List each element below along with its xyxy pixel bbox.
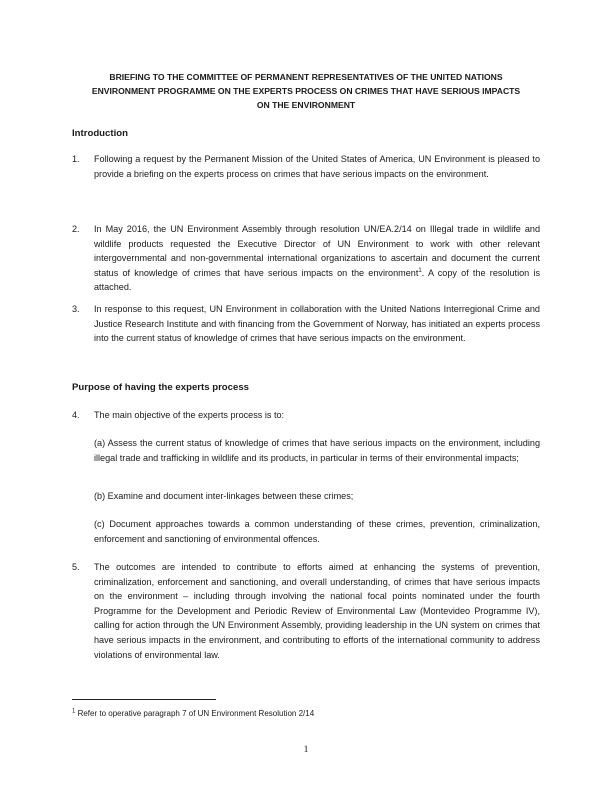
paragraph-text [94, 222, 540, 295]
section-heading-introduction: Introduction [72, 128, 128, 139]
title-line-2: ENVIRONMENT PROGRAMME ON THE EXPERTS PROCESS ON CRIMES THAT HAVE SERIOUS IMPACTS [91, 86, 521, 96]
footnote-reference: 1 [418, 267, 422, 274]
paragraph-1 [72, 152, 540, 181]
title-line-1: BRIEFING TO THE COMMITTEE OF PERMANENT REPRESENTATIVES OF THE UNITED NATIONS [109, 72, 503, 82]
page-number: 1 [303, 744, 309, 755]
paragraph-text: Following a request by the Permanent Mission of the United States of America, UN Environment is pleased to provide a briefing on the experts process on crimes that have serious impacts on the environment. [94, 154, 540, 179]
paragraph-4 [72, 408, 540, 423]
paragraph-text-part: In May 2016, the UN Environment Assembly through resolution UN/EA.2/14 on Illegal trade in wildlife and wildlife products requested the Executive Director of UN Environment to work with other relevant intergovernmental and non-governmental international organizations to ascertain and document the current status of knowledge of crimes that have serious impacts on the environment [94, 224, 540, 278]
sub-item-b: (b) Examine and document inter-linkages between these crimes; [94, 491, 354, 501]
paragraph-number: 2. [72, 224, 80, 234]
title-line-3: ON THE ENVIRONMENT [256, 100, 356, 110]
sub-item-a: (a) Assess the current status of knowledge of crimes that have serious impacts on the environment, including illegal trade and trafficking in wildlife and its products, in particular in terms of their environmental impacts; [94, 438, 540, 463]
footnote-divider [72, 699, 216, 700]
footnote-text: Refer to operative paragraph 7 of UN Environment Resolution 2/14 [75, 709, 315, 718]
sub-item-c: (c) Document approaches towards a common understanding of these crimes, prevention, criminalization, enforcement and sanctioning of environmental offences. [94, 519, 540, 544]
section-heading-purpose: Purpose of having the experts process [72, 382, 250, 393]
paragraph-5 [72, 560, 540, 662]
paragraph-number: 1. [72, 154, 80, 164]
paragraph-number: 5. [72, 562, 80, 572]
paragraph-text: The main objective of the experts process is to: [94, 410, 285, 420]
paragraph-3 [72, 302, 540, 346]
document-title [72, 70, 540, 112]
footnote [72, 708, 314, 719]
paragraph-text: In response to this request, UN Environment in collaboration with the United Nations Interregional Crime and Justice Research Institute and with financing from the Government of Norway, has initiated an experts process into the current status of knowledge of crimes that have serious impacts on the environment. [94, 304, 540, 344]
footnote-marker: 1 [72, 708, 76, 715]
paragraph-number: 4. [72, 410, 80, 420]
paragraph-text-part: . A copy of the resolution is attached. [94, 267, 540, 293]
paragraph-text: The outcomes are intended to contribute to efforts aimed at enhancing the systems of prevention, criminalization, enforcement and sanctioning, and overall understanding, of crimes that have serious impacts on the environment – including through involving the national focal points nominated under the fourth Programme for the Development and Periodic Review of Environmental Law (Montevideo Programme IV), calling for action through the UN Environment Assembly, providing leadership in the UN system on crimes that have serious impacts in the environment, and contributing to efforts of the international community to address violations of environmental law. [94, 562, 540, 660]
paragraph-number: 3. [72, 304, 80, 314]
paragraph-2 [72, 222, 540, 295]
